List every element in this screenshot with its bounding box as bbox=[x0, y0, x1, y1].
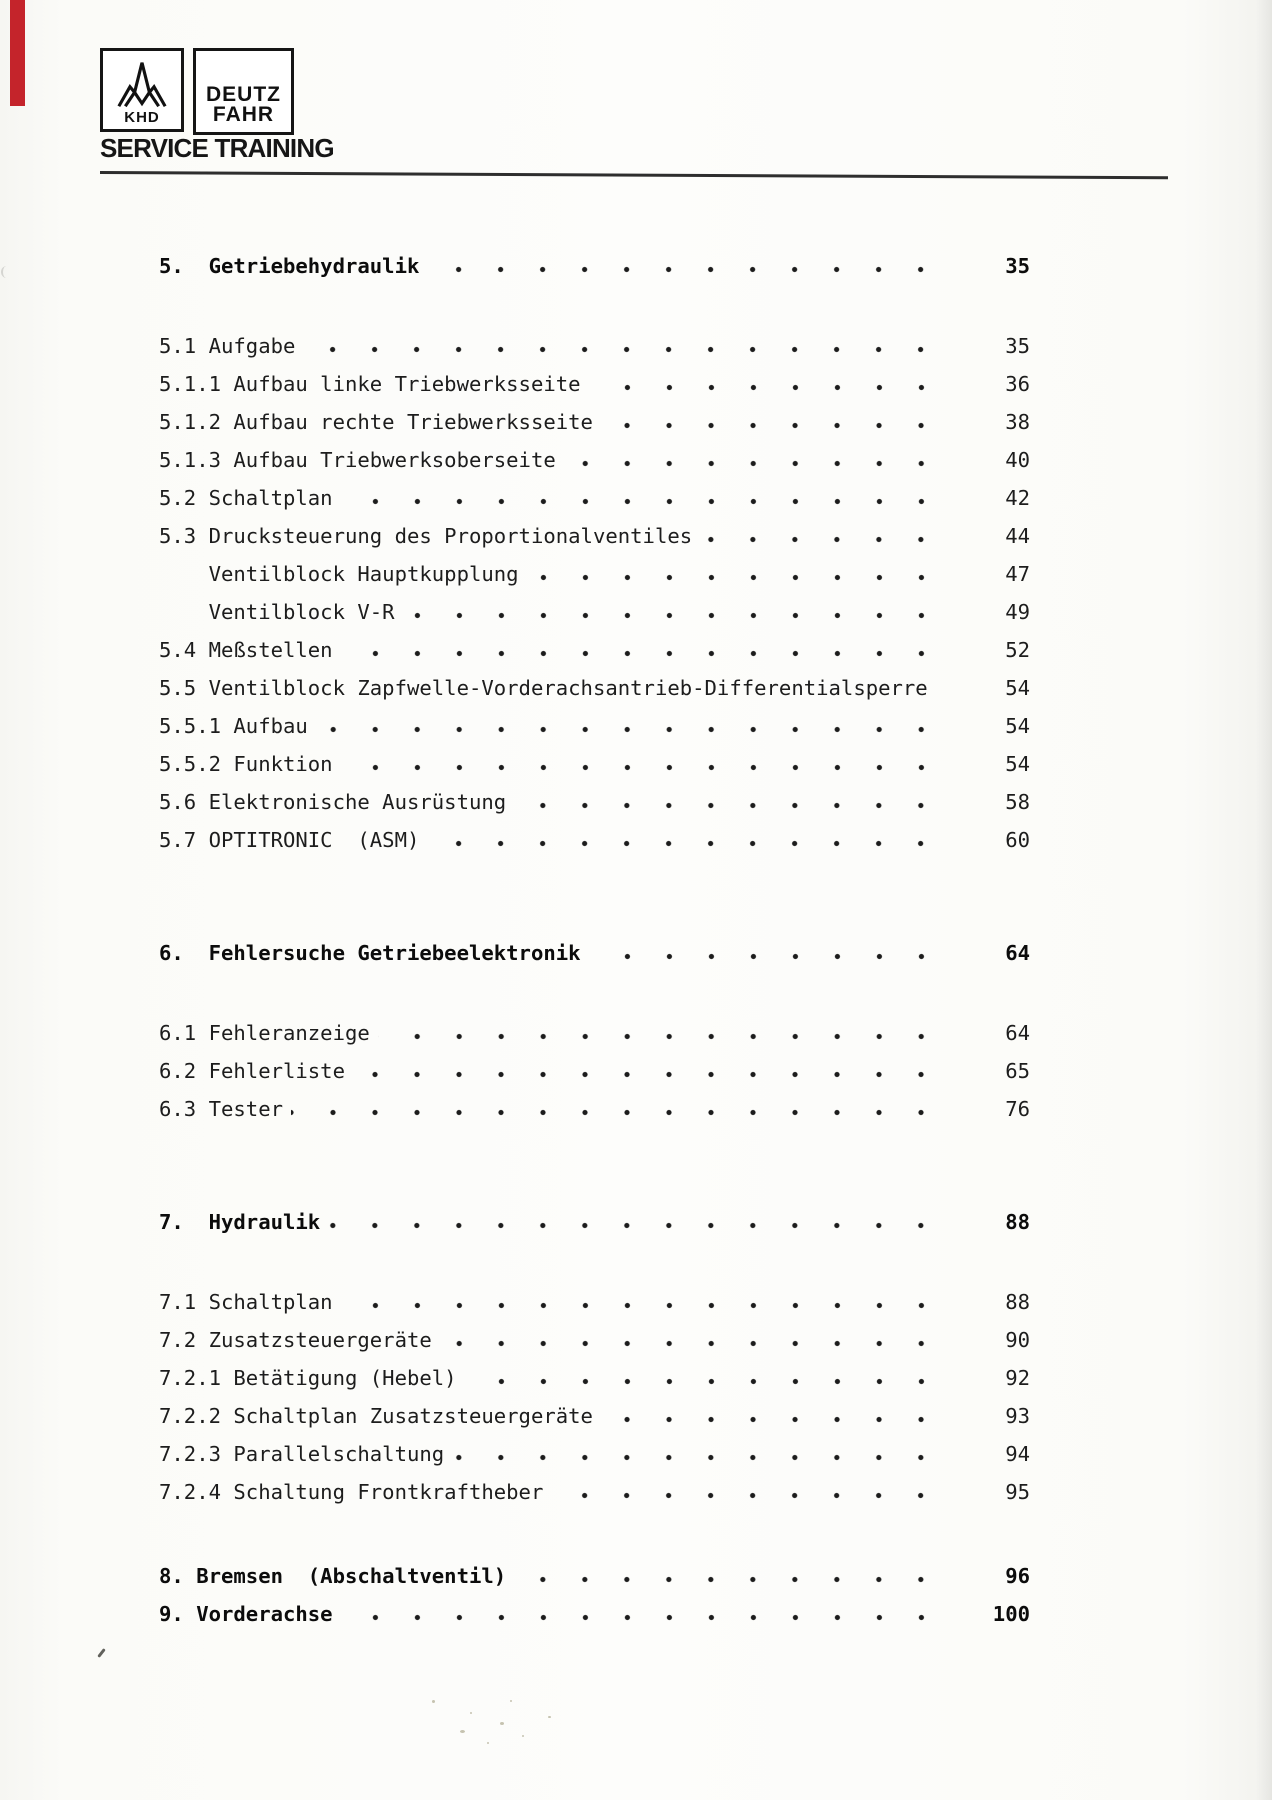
toc-page-number: 100 bbox=[992, 1602, 1030, 1626]
dot-leader bbox=[328, 1221, 942, 1230]
toc-page-number: 65 bbox=[1005, 1059, 1030, 1083]
dot-leader bbox=[452, 1453, 942, 1462]
toc-entry-text: 5.5 Ventilblock Zapfwelle-Vorderachsantrieb-Differentialsperre bbox=[159, 676, 928, 700]
paper-speckle bbox=[522, 1735, 524, 1737]
toc-entry-text: 6.1 Fehleranzeige bbox=[159, 1021, 370, 1045]
toc-row bbox=[159, 1440, 1030, 1468]
dot-leader bbox=[427, 265, 942, 274]
toc-page-number: 64 bbox=[1005, 941, 1030, 965]
dot-leader bbox=[589, 952, 942, 961]
toc-page-number: 54 bbox=[1005, 714, 1030, 738]
toc-entry-text: 9. Vorderachse bbox=[159, 1602, 333, 1626]
toc-page-number: 95 bbox=[1005, 1480, 1030, 1504]
toc-entry-text: 7.2 Zusatzsteuergeräte bbox=[159, 1328, 432, 1352]
paper-speckle bbox=[460, 1730, 465, 1733]
toc-page-number: 64 bbox=[1005, 1021, 1030, 1045]
toc-row bbox=[159, 1057, 1030, 1085]
toc-page-number: 54 bbox=[1005, 752, 1030, 776]
toc-entry-text: 5.5.1 Aufbau bbox=[159, 714, 308, 738]
toc-row bbox=[159, 1326, 1030, 1354]
toc-entry-text: Ventilblock V-R bbox=[159, 600, 395, 624]
toc-row bbox=[159, 522, 1030, 550]
toc-entry-text: 5.1.1 Aufbau linke Triebwerksseite bbox=[159, 372, 581, 396]
toc-page-number: 47 bbox=[1005, 562, 1030, 586]
toc-row bbox=[159, 1402, 1030, 1430]
paper-speckle bbox=[510, 1700, 512, 1702]
toc-entry-text: 7.1 Schaltplan bbox=[159, 1290, 333, 1314]
edge-smudge bbox=[1, 266, 12, 278]
toc-page-number: 52 bbox=[1005, 638, 1030, 662]
dot-leader bbox=[601, 421, 942, 430]
toc-row bbox=[159, 1478, 1030, 1506]
dot-leader bbox=[341, 763, 942, 772]
header-logos bbox=[100, 48, 294, 135]
toc-entry-text: 6. Fehlersuche Getriebeelektronik bbox=[159, 941, 581, 965]
fahr-wordmark: FAHR bbox=[212, 103, 275, 126]
toc-entry-text: 5.1.2 Aufbau rechte Triebwerksseite bbox=[159, 410, 593, 434]
toc-row bbox=[159, 939, 1030, 967]
toc-entry-text: 5. Getriebehydraulik bbox=[159, 254, 420, 278]
dot-leader bbox=[316, 725, 942, 734]
toc-page-number: 40 bbox=[1005, 448, 1030, 472]
toc-entry-text: 5.1.3 Aufbau Triebwerksoberseite bbox=[159, 448, 556, 472]
dot-leader bbox=[514, 1575, 942, 1584]
toc-page-number: 92 bbox=[1005, 1366, 1030, 1390]
toc-page-number: 88 bbox=[1005, 1210, 1030, 1234]
deutz-wordmark: DEUTZ bbox=[206, 83, 281, 106]
dot-leader bbox=[589, 383, 942, 392]
toc-entry-text: 6.2 Fehlerliste bbox=[159, 1059, 345, 1083]
toc-entry-text: 5.4 Meßstellen bbox=[159, 638, 333, 662]
paper-speckle bbox=[432, 1700, 435, 1703]
toc-row bbox=[159, 408, 1030, 436]
dot-leader bbox=[378, 1032, 942, 1041]
dot-leader bbox=[341, 1613, 942, 1622]
dot-leader bbox=[341, 649, 942, 658]
toc-row bbox=[159, 1095, 1030, 1123]
toc-page-number: 58 bbox=[1005, 790, 1030, 814]
toc-entry-text: 5.7 OPTITRONIC (ASM) bbox=[159, 828, 420, 852]
dot-leader bbox=[440, 1339, 942, 1348]
toc-row bbox=[159, 598, 1030, 626]
dot-leader bbox=[514, 801, 942, 810]
dot-leader bbox=[601, 1415, 942, 1424]
toc-row bbox=[159, 788, 1030, 816]
toc-page-number: 76 bbox=[1005, 1097, 1030, 1121]
dot-leader bbox=[551, 1491, 942, 1500]
dot-leader bbox=[465, 1377, 942, 1386]
dot-leader bbox=[403, 611, 942, 620]
paper-speckle bbox=[500, 1722, 504, 1725]
toc-entry-text: 6.3 Tester bbox=[159, 1097, 283, 1121]
toc-row bbox=[159, 560, 1030, 588]
dot-leader bbox=[303, 345, 942, 354]
toc-row bbox=[159, 1600, 1030, 1628]
toc-page-number: 60 bbox=[1005, 828, 1030, 852]
toc-row bbox=[159, 712, 1030, 740]
toc-row bbox=[159, 370, 1030, 398]
dot-leader bbox=[427, 839, 942, 848]
toc-page-number: 93 bbox=[1005, 1404, 1030, 1428]
toc-page-number: 54 bbox=[1005, 676, 1030, 700]
toc-row bbox=[159, 636, 1030, 664]
toc-entry-text: 7.2.3 Parallelschaltung bbox=[159, 1442, 445, 1466]
toc-page-number: 88 bbox=[1005, 1290, 1030, 1314]
toc-entry-text: 7. Hydraulik bbox=[159, 1210, 321, 1234]
red-edge-mark bbox=[10, 0, 25, 106]
toc-entry-text: Ventilblock Hauptkupplung bbox=[159, 562, 519, 586]
toc-row bbox=[159, 1288, 1030, 1316]
dot-leader bbox=[936, 687, 942, 696]
toc-page-number: 44 bbox=[1005, 524, 1030, 548]
paper-speckle bbox=[487, 1742, 489, 1744]
service-training-title: SERVICE TRAINING bbox=[100, 133, 334, 163]
toc-entry-text: 5.5.2 Funktion bbox=[159, 752, 333, 776]
toc-page-number: 38 bbox=[1005, 410, 1030, 434]
paper-speckle bbox=[548, 1716, 551, 1718]
deutz-fahr-logo bbox=[193, 48, 294, 135]
toc-list bbox=[159, 177, 1030, 1628]
toc-row bbox=[159, 484, 1030, 512]
toc-page-number: 96 bbox=[1005, 1564, 1030, 1588]
toc-row bbox=[159, 1019, 1030, 1047]
toc-page-number: 90 bbox=[1005, 1328, 1030, 1352]
toc-entry-text: 5.1 Aufgabe bbox=[159, 334, 296, 358]
toc-page-number: 36 bbox=[1005, 372, 1030, 396]
toc-row bbox=[159, 1562, 1030, 1590]
toc-row bbox=[159, 332, 1030, 360]
toc-entry-text: 7.2.4 Schaltung Frontkraftheber bbox=[159, 1480, 544, 1504]
dot-leader bbox=[527, 573, 942, 582]
toc-row bbox=[159, 674, 1030, 702]
toc-row bbox=[159, 252, 1030, 280]
dot-leader bbox=[291, 1108, 942, 1117]
toc-row bbox=[159, 1208, 1030, 1236]
toc-row bbox=[159, 750, 1030, 778]
dot-leader bbox=[353, 1070, 942, 1079]
toc-row bbox=[159, 826, 1030, 854]
toc-entry-text: 5.6 Elektronische Ausrüstung bbox=[159, 790, 507, 814]
toc-page-number: 35 bbox=[1005, 254, 1030, 278]
toc-entry-text: 8. Bremsen (Abschaltventil) bbox=[159, 1564, 507, 1588]
toc-entry-text: 5.2 Schaltplan bbox=[159, 486, 333, 510]
dot-leader bbox=[700, 535, 942, 544]
khd-logo bbox=[100, 48, 184, 132]
khd-spire-icon bbox=[113, 59, 171, 109]
toc-page-number: 42 bbox=[1005, 486, 1030, 510]
toc-entry-text: 7.2.2 Schaltplan Zusatzsteuergeräte bbox=[159, 1404, 593, 1428]
dot-leader bbox=[341, 497, 942, 506]
paper-speckle bbox=[470, 1712, 472, 1714]
dot-leader bbox=[341, 1301, 942, 1310]
toc-entry-text: 5.3 Drucksteuerung des Proportionalventiles bbox=[159, 524, 693, 548]
toc-row bbox=[159, 1364, 1030, 1392]
toc-page-number: 94 bbox=[1005, 1442, 1030, 1466]
dot-leader bbox=[564, 459, 942, 468]
ink-smudge bbox=[97, 1648, 106, 1658]
toc-entry-text: 7.2.1 Betätigung (Hebel) bbox=[159, 1366, 457, 1390]
toc-page-number: 49 bbox=[1005, 600, 1030, 624]
toc-row bbox=[159, 446, 1030, 474]
khd-logo-label: KHD bbox=[124, 109, 160, 126]
toc-page-number: 35 bbox=[1005, 334, 1030, 358]
